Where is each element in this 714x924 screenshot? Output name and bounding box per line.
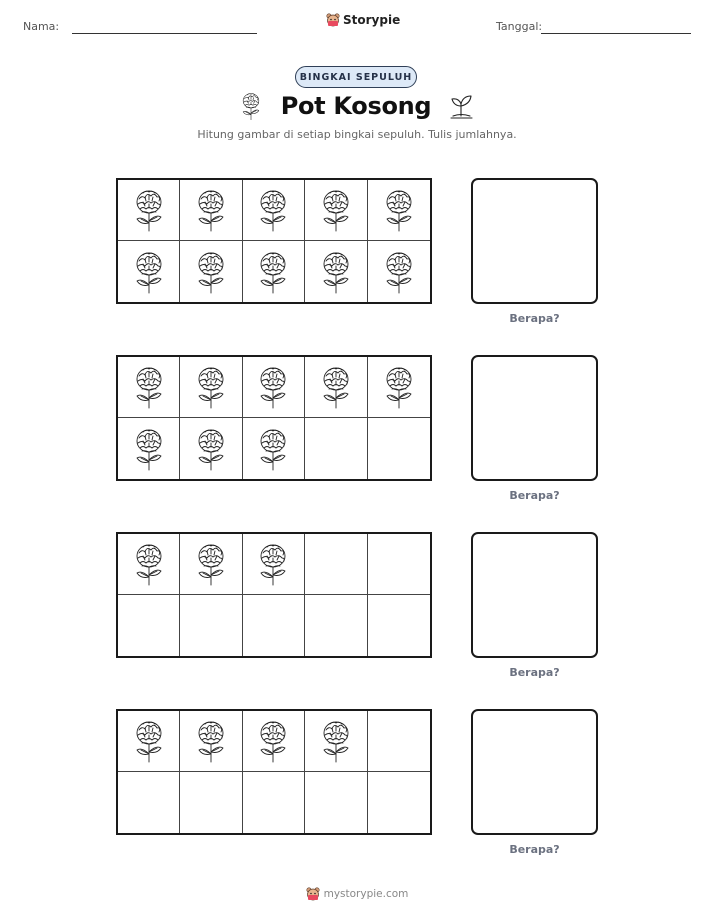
name-line[interactable] (72, 33, 257, 34)
flower-icon (195, 541, 227, 587)
date-line[interactable] (541, 33, 691, 34)
ten-frame-cell (180, 772, 242, 833)
flower-icon (239, 91, 263, 121)
ten-frame-cell (243, 357, 305, 418)
ten-frame-cell (305, 534, 367, 595)
ten-frame-cell (368, 711, 430, 772)
flower-icon (320, 249, 352, 295)
ten-frame-cell (368, 534, 430, 595)
footer-url: mystorypie.com (323, 888, 409, 900)
ten-frame-cell (180, 180, 242, 241)
ten-frame (116, 178, 432, 304)
ten-frame (116, 532, 432, 658)
flower-icon (257, 718, 289, 764)
answer-box[interactable] (471, 178, 598, 304)
ten-frame-cell (243, 418, 305, 479)
flower-icon (133, 249, 165, 295)
ten-frame-cell (118, 418, 180, 479)
ten-frame-cell (368, 772, 430, 833)
flower-icon (383, 249, 415, 295)
ten-frame-cell (180, 241, 242, 302)
brand-logo (326, 13, 400, 27)
answer-prompt: Berapa? (509, 843, 560, 856)
ten-frame-cell (305, 241, 367, 302)
ten-frame-cell (243, 595, 305, 656)
ten-frame-cell (118, 711, 180, 772)
answer-box[interactable] (471, 532, 598, 658)
ten-frame-cell (180, 711, 242, 772)
ten-frame-cell (243, 241, 305, 302)
flower-icon (383, 364, 415, 410)
ten-frame-cell (305, 418, 367, 479)
flower-icon (195, 426, 227, 472)
flower-icon (195, 187, 227, 233)
flower-icon (133, 187, 165, 233)
flower-icon (133, 718, 165, 764)
ten-frame-cell (305, 180, 367, 241)
flower-icon (257, 187, 289, 233)
ten-frame-cell (118, 357, 180, 418)
flower-icon (195, 718, 227, 764)
flower-icon (383, 187, 415, 233)
ten-frame-cell (368, 241, 430, 302)
answer-box[interactable] (471, 355, 598, 481)
ten-frame-cell (118, 772, 180, 833)
bear-icon (326, 13, 340, 27)
ten-frame-cell (243, 711, 305, 772)
flower-icon (257, 364, 289, 410)
answer-prompt: Berapa? (509, 489, 560, 502)
name-label: Nama: (23, 20, 60, 33)
category-badge: BINGKAI SEPULUH (295, 66, 417, 88)
ten-frame-cell (368, 180, 430, 241)
ten-frame (116, 355, 432, 481)
ten-frame-cell (305, 772, 367, 833)
ten-frame-cell (118, 180, 180, 241)
flower-icon (257, 426, 289, 472)
ten-frame-cell (305, 711, 367, 772)
flower-icon (133, 426, 165, 472)
flower-icon (257, 541, 289, 587)
ten-frame-cell (243, 772, 305, 833)
ten-frame-cell (180, 418, 242, 479)
flower-icon (320, 718, 352, 764)
answer-prompt: Berapa? (509, 312, 560, 325)
ten-frame-cell (368, 357, 430, 418)
flower-icon (320, 187, 352, 233)
footer (0, 887, 714, 901)
title-row (0, 91, 714, 121)
ten-frame-cell (305, 357, 367, 418)
ten-frame-cell (180, 534, 242, 595)
flower-icon (257, 249, 289, 295)
ten-frame-cell (305, 595, 367, 656)
ten-frame-cell (118, 241, 180, 302)
answer-box[interactable] (471, 709, 598, 835)
ten-frame-cell (118, 595, 180, 656)
ten-frame-cell (243, 180, 305, 241)
ten-frame-cell (180, 357, 242, 418)
brand-name: Storypie (343, 13, 401, 27)
flower-icon (133, 541, 165, 587)
ten-frame-cell (368, 418, 430, 479)
flower-icon (133, 364, 165, 410)
page-title: Pot Kosong (280, 92, 432, 120)
ten-frame-cell (243, 534, 305, 595)
date-label: Tanggal: (496, 20, 543, 33)
flower-icon (195, 364, 227, 410)
flower-icon (195, 249, 227, 295)
ten-frame-cell (118, 534, 180, 595)
ten-frame-cell (368, 595, 430, 656)
bear-icon (306, 887, 320, 901)
answer-prompt: Berapa? (509, 666, 560, 679)
flower-icon (320, 364, 352, 410)
ten-frame (116, 709, 432, 835)
sprout-icon (449, 92, 475, 120)
instructions: Hitung gambar di setiap bingkai sepuluh. Tulis jumlahnya. (197, 128, 517, 141)
ten-frame-cell (180, 595, 242, 656)
